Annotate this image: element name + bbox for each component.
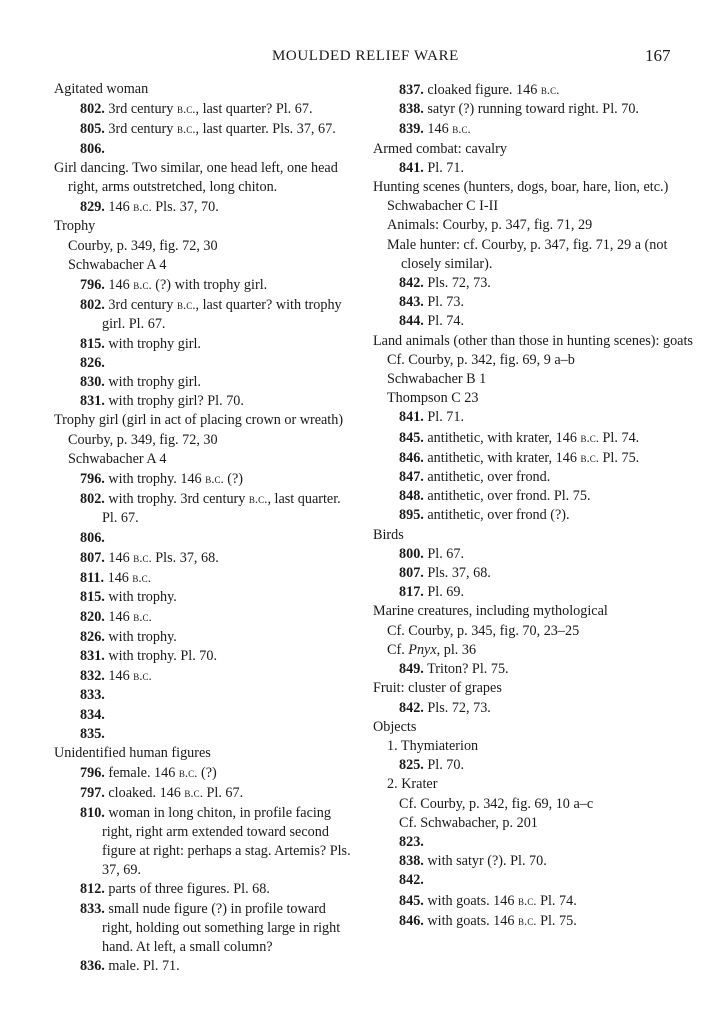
- entry-text: Fruit: cluster of grapes: [373, 680, 502, 697]
- entry-text: parts of three figures. Pl. 68.: [108, 881, 270, 898]
- catalogue-number: 806.: [80, 140, 105, 157]
- catalogue-entry: [54, 880, 359, 899]
- catalogue-entry: [373, 545, 693, 564]
- catalogue-entry: [54, 763, 359, 783]
- catalogue-entry: [54, 119, 359, 139]
- catalogue-number: 846.: [399, 912, 424, 929]
- reference-line: [54, 431, 359, 450]
- catalogue-entry: [373, 468, 693, 487]
- entry-text: 146 b.c. Pls. 37, 68.: [108, 549, 219, 566]
- catalogue-entry: [54, 900, 359, 958]
- catalogue-entry: [54, 197, 359, 217]
- category-heading: [373, 178, 693, 197]
- entry-text: Animals: Courby, p. 347, fig. 71, 29: [387, 217, 593, 234]
- catalogue-entry: [373, 80, 693, 100]
- catalogue-entry: [373, 699, 693, 718]
- catalogue-number: 807.: [80, 549, 105, 566]
- catalogue-entry: [373, 293, 693, 312]
- catalogue-number: 805.: [80, 121, 105, 138]
- catalogue-entry: [54, 548, 359, 568]
- catalogue-number: 832.: [80, 668, 105, 685]
- catalogue-entry: [54, 140, 359, 159]
- catalogue-number: 800.: [399, 545, 424, 562]
- catalogue-number: 833.: [80, 900, 105, 917]
- entry-text: Pls. 72, 73.: [427, 699, 491, 716]
- catalogue-number: 838.: [399, 853, 424, 870]
- catalogue-number: 802.: [80, 297, 105, 314]
- catalogue-number: 831.: [80, 393, 105, 410]
- reference-line: [54, 256, 359, 275]
- entry-text: Girl dancing. Two similar, one head left, one head right, arms outstretched, long chiton.: [54, 159, 338, 196]
- entry-text: Schwabacher B 1: [387, 371, 487, 388]
- entry-text: Cf. Schwabacher, p. 201: [399, 814, 538, 831]
- catalogue-number: 826.: [80, 628, 105, 645]
- entry-text: Cf. Courby, p. 342, fig. 69, 9 a–b: [387, 351, 575, 368]
- reference-line: [373, 795, 693, 814]
- category-heading: [54, 159, 359, 197]
- entry-text: Land animals (other than those in hunting scenes): goats: [373, 332, 693, 349]
- catalogue-number: 796.: [80, 471, 105, 488]
- catalogue-number: 834.: [80, 706, 105, 723]
- catalogue-entry: [373, 756, 693, 775]
- entry-text: Pls. 72, 73.: [427, 275, 491, 292]
- catalogue-number: 796.: [80, 277, 105, 294]
- entry-text: Birds: [373, 526, 404, 543]
- catalogue-number: 820.: [80, 609, 105, 626]
- entry-text: Pl. 69.: [427, 584, 465, 601]
- entry-text: Cf. Pnyx, pl. 36: [387, 641, 477, 658]
- catalogue-number: 797.: [80, 785, 105, 802]
- entry-text: cloaked figure. 146 b.c.: [427, 82, 560, 98]
- entry-text: Schwabacher A 4: [68, 450, 167, 467]
- catalogue-entry: [373, 911, 693, 931]
- catalogue-number: 842.: [399, 275, 424, 292]
- entry-text: Pl. 71.: [427, 159, 465, 176]
- catalogue-number: 812.: [80, 881, 105, 898]
- catalogue-entry: [373, 852, 693, 871]
- entry-text: with satyr (?). Pl. 70.: [427, 853, 547, 870]
- reference-line: [373, 389, 693, 408]
- catalogue-number: 833.: [80, 687, 105, 704]
- entry-text: 1. Thymiaterion: [387, 737, 479, 754]
- catalogue-number: 849.: [399, 661, 424, 678]
- catalogue-number: 817.: [399, 584, 424, 601]
- catalogue-entry: [54, 275, 359, 295]
- catalogue-entry: [54, 335, 359, 354]
- entry-text: Hunting scenes (hunters, dogs, boar, hare, lion, etc.): [373, 179, 669, 196]
- catalogue-number: 845.: [399, 429, 424, 446]
- entry-text: 146 b.c. Pls. 37, 70.: [108, 199, 219, 216]
- entry-text: 3rd century b.c., last quarter? with trophy girl. Pl. 67.: [102, 297, 342, 333]
- entry-text: male. Pl. 71.: [108, 958, 180, 975]
- entry-text: Agitated woman: [54, 81, 149, 97]
- entry-text: 3rd century b.c., last quarter? Pl. 67.: [108, 101, 313, 118]
- catalogue-number: 843.: [399, 294, 424, 311]
- entry-text: 146 b.c.: [108, 668, 152, 685]
- entry-text: small nude figure (?) in profile toward right, holding out something large in right hand. At left, a small column?: [102, 900, 341, 955]
- entry-text: with trophy. 3rd century b.c., last quarter. Pl. 67.: [102, 491, 341, 527]
- catalogue-entry: [373, 583, 693, 602]
- entry-text: with trophy. Pl. 70.: [108, 647, 218, 664]
- reference-line: [373, 775, 693, 794]
- reference-line: [373, 351, 693, 370]
- entry-text: Pl. 74.: [427, 313, 465, 330]
- catalogue-number: 802.: [80, 101, 105, 118]
- entry-text: female. 146 b.c. (?): [108, 765, 217, 782]
- reference-line: [373, 641, 693, 660]
- entry-text: Objects: [373, 718, 417, 735]
- entry-text: antithetic, with krater, 146 b.c. Pl. 74.: [427, 429, 640, 446]
- catalogue-number: 848.: [399, 488, 424, 505]
- catalogue-entry: [54, 392, 359, 411]
- page-header: [0, 46, 725, 72]
- catalogue-entry: [373, 660, 693, 679]
- catalogue-number: 826.: [80, 354, 105, 371]
- entry-text: Courby, p. 349, fig. 72, 30: [68, 431, 218, 448]
- catalogue-number: 829.: [80, 199, 105, 216]
- reference-line: [373, 737, 693, 756]
- reference-line: [373, 236, 693, 274]
- entry-text: Thompson C 23: [387, 390, 479, 407]
- catalogue-entry: [54, 489, 359, 528]
- catalogue-entry: [373, 871, 693, 890]
- category-heading: [373, 332, 693, 351]
- entry-text: with trophy girl.: [108, 374, 201, 391]
- catalogue-entry: [373, 833, 693, 852]
- category-heading: [54, 411, 359, 430]
- catalogue-entry: [54, 588, 359, 607]
- entry-text: with goats. 146 b.c. Pl. 74.: [427, 892, 577, 909]
- catalogue-entry: [54, 529, 359, 548]
- reference-line: [373, 197, 693, 216]
- entry-text: Trophy: [54, 218, 96, 235]
- entry-text: Marine creatures, including mythological: [373, 603, 608, 620]
- catalogue-number: 806.: [80, 529, 105, 546]
- entry-text: Pl. 67.: [427, 545, 465, 562]
- entry-text: with trophy.: [108, 628, 177, 645]
- category-heading: [373, 140, 693, 159]
- catalogue-number: 839.: [399, 121, 424, 138]
- catalogue-entry: [373, 506, 693, 525]
- entry-text: with trophy.: [108, 589, 177, 606]
- catalogue-entry: [373, 487, 693, 506]
- entry-text: satyr (?) running toward right. Pl. 70.: [427, 101, 639, 118]
- catalogue-entry: [54, 373, 359, 392]
- catalogue-entry: [373, 891, 693, 911]
- reference-line: [54, 237, 359, 256]
- entry-text: Armed combat: cavalry: [373, 140, 507, 157]
- catalogue-entry: [54, 666, 359, 686]
- entry-text: Cf. Courby, p. 342, fig. 69, 10 a–c: [399, 795, 594, 812]
- entry-text: 146 b.c.: [108, 609, 152, 626]
- catalogue-entry: [373, 159, 693, 178]
- catalogue-entry: [54, 706, 359, 725]
- category-heading: [373, 602, 693, 621]
- entry-text: with trophy girl? Pl. 70.: [108, 393, 244, 410]
- entry-text: Cf. Courby, p. 345, fig. 70, 23–25: [387, 622, 580, 639]
- catalogue-number: 830.: [80, 374, 105, 391]
- category-heading: [54, 217, 359, 236]
- entry-text: with goats. 146 b.c. Pl. 75.: [427, 912, 577, 929]
- catalogue-entry: [54, 354, 359, 373]
- catalogue-number: 815.: [80, 335, 105, 352]
- catalogue-number: 846.: [399, 449, 424, 466]
- entry-text: woman in long chiton, in profile facing right, right arm extended toward second figure at right: perhaps a stag. Artemis? Pls. 37, 69.: [102, 804, 351, 879]
- catalogue-number: 831.: [80, 647, 105, 664]
- entry-text: Unidentified human figures: [54, 744, 211, 761]
- catalogue-entry: [373, 428, 693, 448]
- catalogue-entry: [54, 725, 359, 744]
- entry-text: 146 b.c.: [107, 570, 151, 587]
- catalogue-number: 796.: [80, 765, 105, 782]
- entry-text: 2. Krater: [387, 776, 438, 793]
- catalogue-number: 841.: [399, 409, 424, 426]
- category-heading: [54, 80, 359, 99]
- reference-line: [54, 450, 359, 469]
- catalogue-number: 825.: [399, 757, 424, 774]
- entry-text: Male hunter: cf. Courby, p. 347, fig. 71, 29 a (not closely similar).: [387, 236, 668, 272]
- catalogue-entry: [373, 448, 693, 468]
- catalogue-entry: [54, 469, 359, 489]
- catalogue-number: 842.: [399, 872, 424, 889]
- catalogue-number: 845.: [399, 892, 424, 909]
- entry-text: Pl. 70.: [427, 757, 465, 774]
- catalogue-entry: [54, 607, 359, 627]
- entry-text: 3rd century b.c., last quarter. Pls. 37, 67.: [108, 121, 336, 138]
- entry-text: Pls. 37, 68.: [427, 565, 491, 582]
- catalogue-number: 807.: [399, 565, 424, 582]
- entry-text: Trophy girl (girl in act of placing crown or wreath): [54, 412, 344, 429]
- reference-line: [373, 814, 693, 833]
- catalogue-entry: [373, 312, 693, 331]
- category-heading: [373, 526, 693, 545]
- catalogue-entry: [54, 804, 359, 881]
- catalogue-number: 823.: [399, 833, 424, 850]
- catalogue-entry: [54, 686, 359, 705]
- category-heading: [373, 679, 693, 698]
- catalogue-number: 842.: [399, 699, 424, 716]
- left-column: [54, 80, 359, 976]
- reference-line: [373, 622, 693, 641]
- catalogue-number: 811.: [80, 570, 105, 587]
- catalogue-number: 844.: [399, 313, 424, 330]
- catalogue-number: 815.: [80, 589, 105, 606]
- entry-text: Pl. 73.: [427, 294, 465, 311]
- reference-line: [373, 216, 693, 235]
- right-column: [373, 80, 693, 931]
- entry-text: Schwabacher A 4: [68, 256, 167, 273]
- catalogue-number: 841.: [399, 159, 424, 176]
- catalogue-entry: [54, 568, 359, 588]
- catalogue-number: 802.: [80, 491, 105, 508]
- entry-text: 146 b.c.: [427, 121, 471, 138]
- category-heading: [373, 718, 693, 737]
- entry-text: Pl. 71.: [427, 409, 465, 426]
- entry-text: 146 b.c. (?) with trophy girl.: [108, 277, 268, 294]
- catalogue-number: 835.: [80, 725, 105, 742]
- entry-text: antithetic, over frond.: [427, 469, 551, 486]
- catalogue-entry: [373, 274, 693, 293]
- running-title: MOULDED RELIEF WARE: [272, 48, 459, 64]
- category-heading: [54, 744, 359, 763]
- catalogue-number: 837.: [399, 82, 424, 98]
- catalogue-number: 838.: [399, 101, 424, 118]
- catalogue-entry: [373, 119, 693, 139]
- entry-text: antithetic, with krater, 146 b.c. Pl. 75.: [427, 449, 640, 466]
- catalogue-entry: [54, 628, 359, 647]
- catalogue-entry: [373, 564, 693, 583]
- entry-text: antithetic, over frond. Pl. 75.: [427, 488, 591, 505]
- entry-text: with trophy. 146 b.c. (?): [108, 471, 244, 488]
- catalogue-number: 895.: [399, 507, 424, 524]
- catalogue-entry: [54, 295, 359, 334]
- entry-text: antithetic, over frond (?).: [427, 507, 570, 524]
- catalogue-entry: [54, 99, 359, 119]
- catalogue-entry: [373, 408, 693, 427]
- catalogue-number: 836.: [80, 958, 105, 975]
- entry-text: Courby, p. 349, fig. 72, 30: [68, 237, 218, 254]
- entry-text: Schwabacher C I-II: [387, 198, 499, 215]
- catalogue-entry: [54, 647, 359, 666]
- entry-text: Triton? Pl. 75.: [427, 661, 509, 678]
- catalogue-entry: [373, 100, 693, 119]
- page-number: 167: [645, 46, 671, 65]
- entry-text: with trophy girl.: [108, 335, 201, 352]
- entry-text: cloaked. 146 b.c. Pl. 67.: [108, 785, 244, 802]
- reference-line: [373, 370, 693, 389]
- catalogue-number: 847.: [399, 469, 424, 486]
- catalogue-entry: [54, 957, 359, 976]
- catalogue-entry: [54, 783, 359, 803]
- catalogue-number: 810.: [80, 804, 105, 821]
